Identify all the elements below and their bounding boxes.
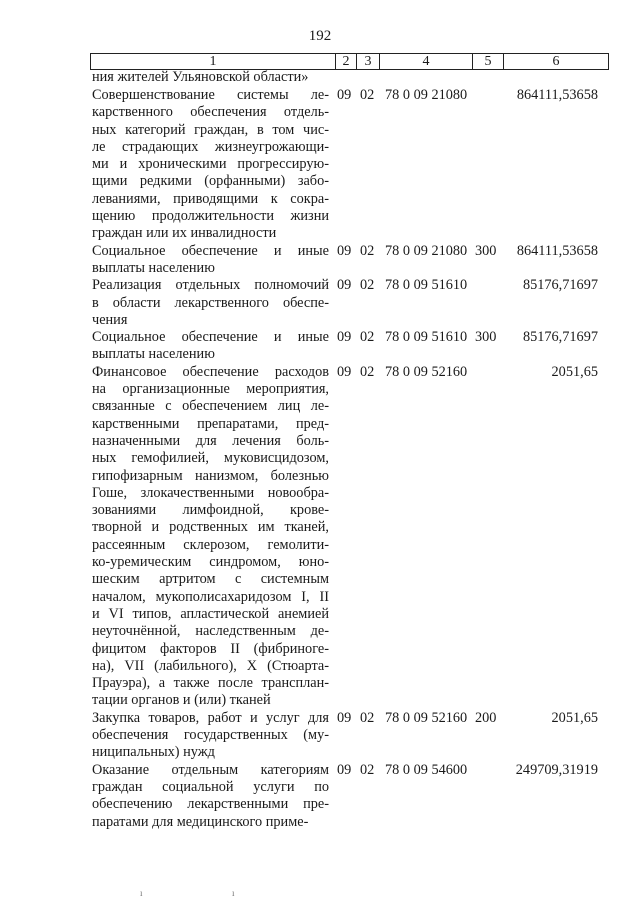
subsection-code: 02 bbox=[360, 329, 375, 346]
description-line: Совершенствование системы ле- bbox=[92, 87, 329, 103]
amount: 864111,53658 bbox=[516, 87, 598, 103]
description-line: в области лекарственного обеспе- bbox=[92, 294, 329, 311]
target-article-code: 78 0 09 21080 bbox=[385, 87, 468, 103]
row-description bbox=[92, 710, 329, 762]
subsection-code: 02 bbox=[360, 761, 375, 778]
description-line: щими редкими (орфанными) забо- bbox=[92, 173, 329, 190]
description-line: и VI типов, апластической анемией bbox=[92, 605, 329, 622]
description-line: неуточнённой, наследственным де- bbox=[92, 623, 329, 640]
description-line: Прауэра), а также после трансплан- bbox=[92, 675, 329, 692]
description-line: связанные с обеспечением лиц ле- bbox=[92, 398, 329, 415]
section-code: 09 bbox=[337, 761, 352, 778]
description-line: фицитом факторов II (фибриноге- bbox=[92, 640, 329, 657]
header-col-3: 3 bbox=[357, 54, 380, 70]
page-number: 192 bbox=[308, 28, 332, 44]
description-line: Социальное обеспечение и иные bbox=[92, 329, 329, 346]
amount: 864111,53658 bbox=[516, 242, 598, 259]
description-line: шеским артритом с системным bbox=[92, 571, 329, 588]
description-line: Финансовое обеспечение расходов bbox=[92, 363, 329, 380]
description-line: выплаты населению bbox=[92, 259, 215, 276]
row-description bbox=[92, 243, 329, 278]
expense-type-code: 200 bbox=[475, 709, 497, 726]
amount: 2051,65 bbox=[551, 363, 598, 380]
description-line: ле страдающих жизнеугрожающи- bbox=[92, 138, 329, 155]
target-article-code: 78 0 09 51610 bbox=[385, 329, 468, 346]
amount: 85176,71697 bbox=[522, 277, 598, 294]
section-code: 09 bbox=[337, 709, 352, 726]
description-line: выплаты населению bbox=[92, 346, 215, 363]
description-line: чения bbox=[92, 311, 128, 328]
expense-type-code: 300 bbox=[475, 329, 497, 346]
expense-type-code: 300 bbox=[475, 242, 497, 259]
description-line: назначенными для лечения боль- bbox=[92, 432, 329, 449]
subsection-code: 02 bbox=[360, 363, 375, 380]
subsection-code: 02 bbox=[360, 87, 375, 103]
amount: 85176,71697 bbox=[522, 329, 598, 346]
section-code: 09 bbox=[337, 329, 352, 346]
description-line: Гоше, злокачественными новообра- bbox=[92, 484, 329, 501]
section-code: 09 bbox=[337, 363, 352, 380]
row-description bbox=[92, 277, 329, 329]
margin-mark: ı bbox=[140, 888, 143, 898]
description-line: на), VII (лабильного), X (Стюарта- bbox=[92, 657, 329, 674]
description-line: тации органов и (или) тканей bbox=[92, 692, 271, 709]
row-description bbox=[92, 364, 329, 710]
description-line: на организационные мероприятия, bbox=[92, 381, 329, 398]
description-line: карственного обеспечения отдель- bbox=[92, 104, 329, 121]
amount: 2051,65 bbox=[551, 709, 598, 726]
description-line: обеспечения государственных (му- bbox=[92, 727, 329, 744]
margin-mark: ı bbox=[232, 888, 235, 898]
description-line: началом, мукополисахаридозом I, II bbox=[92, 588, 329, 605]
description-line: Реализация отдельных полномочий bbox=[92, 277, 329, 294]
section-code: 09 bbox=[337, 277, 352, 294]
header-col-5: 5 bbox=[473, 54, 504, 70]
target-article-code: 78 0 09 54600 bbox=[385, 761, 468, 778]
description-line: паратами для медицинского приме- bbox=[92, 813, 309, 830]
description-line: Оказание отдельным категориям bbox=[92, 761, 329, 778]
description-line: ных категорий граждан, в том чис- bbox=[92, 121, 329, 138]
header-col-6: 6 bbox=[504, 54, 609, 70]
continuation-text: ния жителей Ульяновской области» bbox=[92, 69, 309, 85]
description-line: ных гемофилией, муковисцидозом, bbox=[92, 450, 329, 467]
target-article-code: 78 0 09 21080 bbox=[385, 242, 468, 259]
description-line: ниципальных) нужд bbox=[92, 744, 215, 761]
row-description bbox=[92, 329, 329, 364]
description-line: леваниями, приводящими к сокра- bbox=[92, 190, 329, 207]
subsection-code: 02 bbox=[360, 242, 375, 259]
description-line: обеспечению лекарственными пре- bbox=[92, 796, 329, 813]
description-line: граждан социальной услуги по bbox=[92, 778, 329, 795]
description-line: творной и родственных им тканей, bbox=[92, 519, 329, 536]
header-col-2: 2 bbox=[336, 54, 357, 70]
subsection-code: 02 bbox=[360, 277, 375, 294]
description-line: гипофизарным нанизмом, болезнью bbox=[92, 467, 329, 484]
column-header-table bbox=[90, 53, 609, 70]
subsection-code: 02 bbox=[360, 709, 375, 726]
row-description bbox=[92, 87, 329, 243]
description-line: ко-уремическим синдромом, юно- bbox=[92, 554, 329, 571]
description-line: рассеянным склерозом, гемолити- bbox=[92, 536, 329, 553]
description-line: зованиями лимфоидной, крове- bbox=[92, 502, 329, 519]
target-article-code: 78 0 09 52160 bbox=[385, 363, 468, 380]
section-code: 09 bbox=[337, 242, 352, 259]
description-line: карственными препаратами, пред- bbox=[92, 415, 329, 432]
description-line: Социальное обеспечение и иные bbox=[92, 242, 329, 259]
header-col-4: 4 bbox=[380, 54, 473, 70]
header-col-1: 1 bbox=[91, 54, 336, 70]
description-line: Закупка товаров, работ и услуг для bbox=[92, 709, 329, 726]
target-article-code: 78 0 09 51610 bbox=[385, 277, 468, 294]
description-line: граждан или их инвалидности bbox=[92, 225, 277, 242]
target-article-code: 78 0 09 52160 bbox=[385, 709, 468, 726]
row-description bbox=[92, 762, 329, 831]
amount: 249709,31919 bbox=[515, 761, 598, 778]
description-line: щению продолжительности жизни bbox=[92, 208, 329, 225]
description-line: ми и хроническими прогрессирую- bbox=[92, 156, 329, 173]
section-code: 09 bbox=[337, 87, 352, 103]
